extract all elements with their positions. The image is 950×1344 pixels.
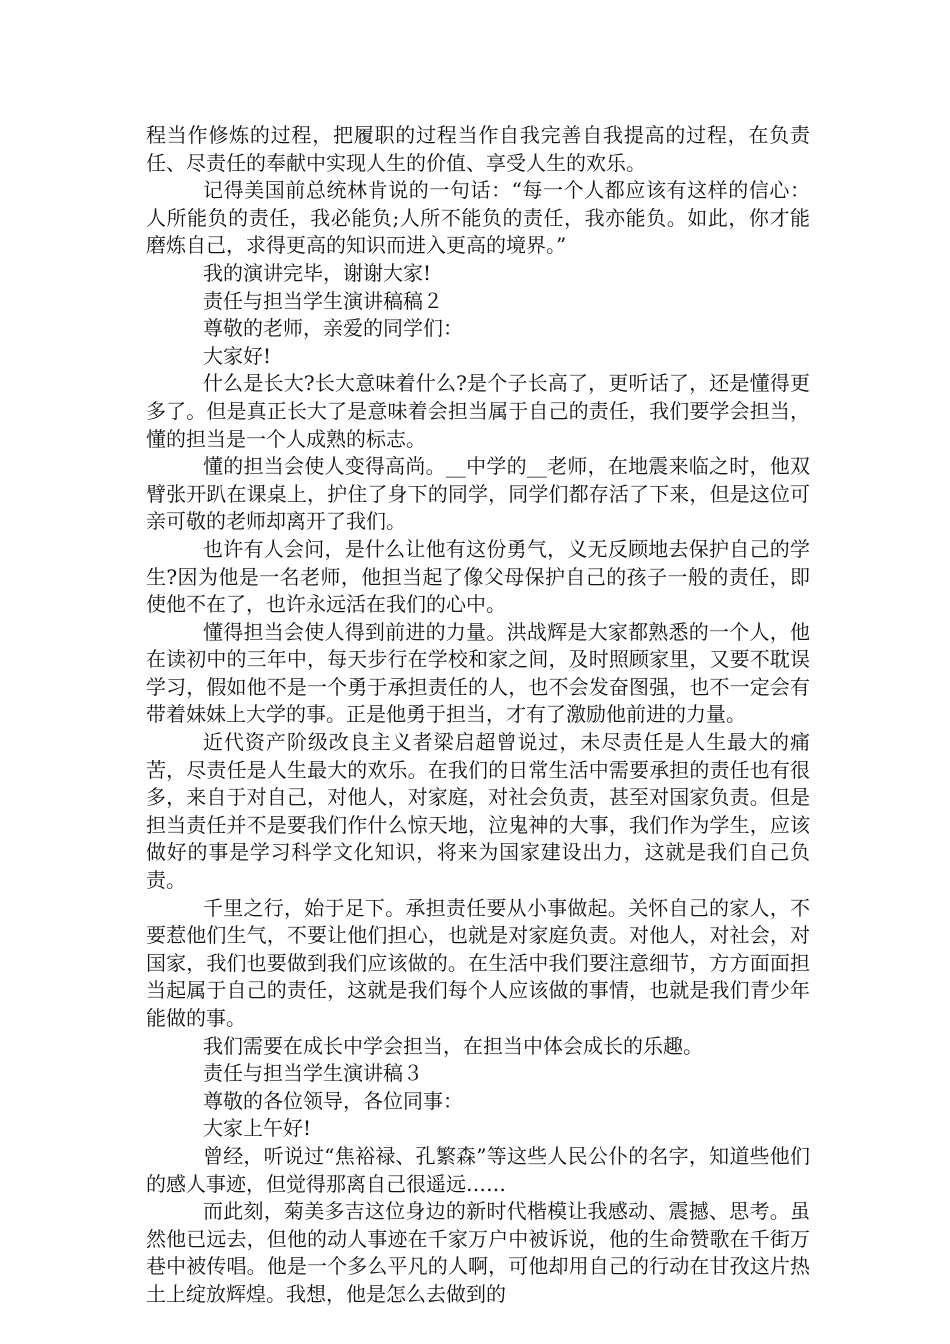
section-title: 责任与担当学生演讲稿稿２ [203,288,443,313]
salutation: 尊敬的老师，亲爱的同学们： [203,316,463,341]
paragraph: 也许有人会问，是什么让他有这份勇气，义无反顾地去保护自己的学生?因为他是一名老师，他担当起了像父母保护自己的孩子一般的责任，即使他不在了，也许永远活在我们的心中。 [146,536,810,617]
paragraph: 懂的担当会使人变得高尚。__中学的__老师，在地震来临之时，他双臂张开趴在课桌上，护住了身下的同学，同学们都存活了下来，但是这位可亲可敬的老师却离开了我们。 [146,454,810,534]
document-page [146,122,810,1309]
paragraph: 我们需要在成长中学会担当，在担当中体会成长的乐趣。 [203,1033,703,1058]
paragraph: 千里之行，始于足下。承担责任要从小事做起。关怀自己的家人，不要惹他们生气，不要让他们担心，也就是对家庭负责。对他人，对社会，对国家，我们也要做到我们应该做的。在生活中我们要注意细节，方方面面担当起属于自己的责任，这就是我们每个人应该做的事情，也就是我们青少年能做的事。 [146,895,810,1030]
paragraph: 程当作修炼的过程，把履职的过程当作自我完善自我提高的过程，在负责任、尽责任的奉献中实现人生的价值、享受人生的欢乐。 [146,123,810,175]
section-title: 责任与担当学生演讲稿３ [203,1061,423,1086]
greeting: 大家上午好! [203,1116,312,1141]
salutation: 尊敬的各位领导，各位同事： [203,1088,463,1113]
paragraph: 近代资产阶级改良主义者梁启超曾说过，未尽责任是人生最大的痛苦，尽责任是人生最大的欢乐。在我们的日常生活中需要承担的责任也有很多，来自于对自己，对他人，对家庭，对社会负责，甚至对国家负责。但是担当责任并不是要我们作什么惊天地，泣鬼神的大事，我们作为学生，应该做好的事是学习科学文化知识，将来为国家建设出力，这就是我们自己负责。 [146,730,810,893]
paragraph: 曾经，听说过“焦裕禄、孔繁森”等这些人民公仆的名字，知道些他们的感人事迹，但觉得那离自己很遥远…… [146,1143,810,1196]
paragraph: 我的演讲完毕，谢谢大家! [203,260,432,285]
paragraph: 什么是长大?长大意味着什么?是个子长高了，更听话了，还是懂得更多了。但是真正长大了是意味着会担当属于自己的责任，我们要学会担当，懂的担当是一个人成熟的标志。 [146,371,810,451]
paragraph: 而此刻，菊美多吉这位身边的新时代楷模让我感动、震撼、思考。虽然他已远去，但他的动人事迹在千家万户中被诉说，他的生命赞歌在千街万巷中被传唱。他是一个多么平凡的人啊，可他却用自己的行动在甘孜这片热土上绽放辉煌。我想，他是怎么去做到的 [146,1199,810,1306]
paragraph: 懂得担当会使人得到前进的力量。洪战辉是大家都熟悉的一个人，他在读初中的三年中，每天步行在学校和家之间，及时照顾家里，又要不耽误学习，假如他不是一个勇于承担责任的人，也不会发奋图强，也不一定会有带着妹妹上大学的事。正是他勇于担当，才有了激励他前进的力量。 [146,619,810,727]
paragraph: 记得美国前总统林肯说的一句话：“每一个人都应该有这样的信心：人所能负的责任，我必能负;人所不能负的责任，我亦能负。如此，你才能磨炼自己，求得更高的知识而进入更高的境界。” [146,178,810,258]
greeting: 大家好! [203,343,272,368]
